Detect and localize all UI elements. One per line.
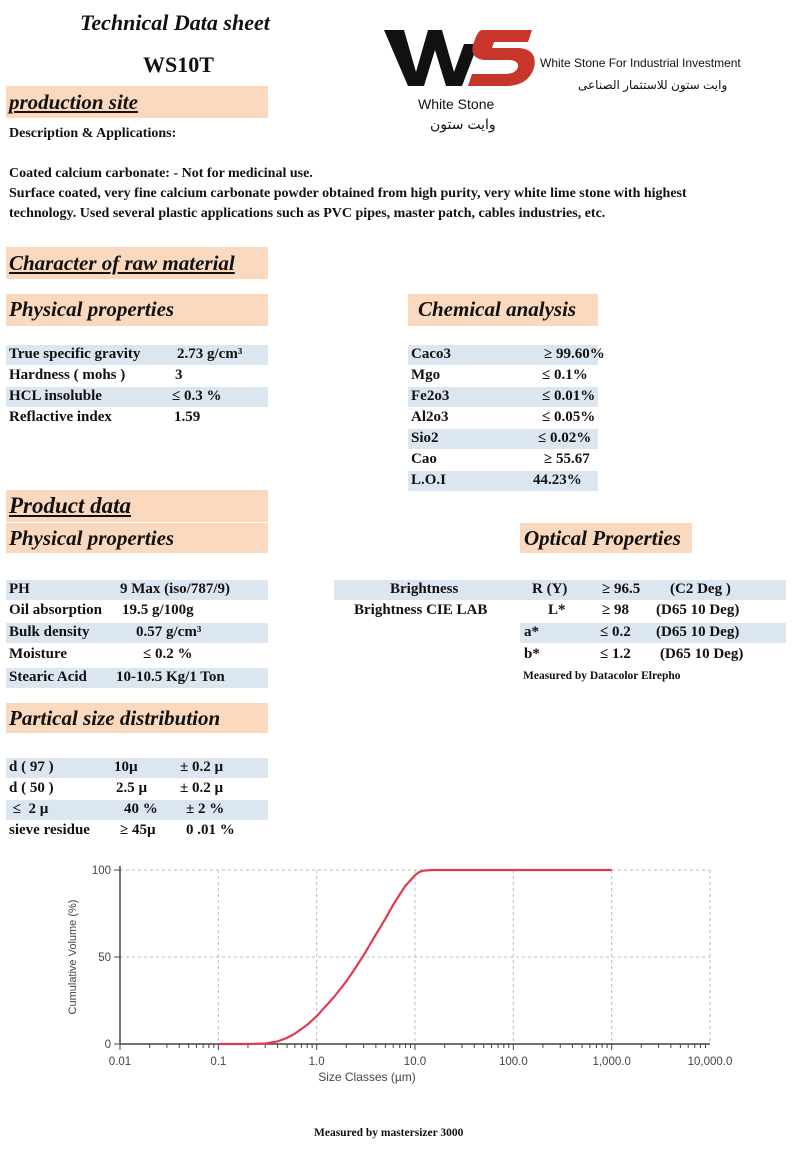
optical-row: [334, 601, 786, 621]
psd-label: d ( 97 ): [9, 759, 54, 775]
optical-condition: (D65 10 Deg): [660, 646, 744, 662]
optical-row: [334, 580, 786, 600]
product-physical-row: [6, 668, 268, 688]
y-tick-label: 0: [104, 1039, 111, 1051]
psd-row: [6, 821, 268, 841]
psd-heading: Partical size distribution: [9, 706, 221, 730]
property-value: ≤ 0.2 %: [143, 646, 193, 662]
chemical-label: Al2o3: [411, 409, 449, 425]
production-site-heading: production site: [9, 90, 138, 114]
chemical-value: ≤ 0.05%: [542, 409, 596, 425]
chemical-value: 44.23%: [533, 472, 582, 488]
optical-value: ≥ 98: [602, 602, 629, 618]
company-logo: [382, 24, 542, 94]
chemical-label: Fe2o3: [411, 388, 450, 404]
chemical-row: [408, 429, 598, 449]
chemical-label: Caco3: [411, 346, 451, 362]
psd-row: [6, 779, 268, 799]
chemical-label: Mgo: [411, 367, 441, 383]
chemical-value: ≤ 0.01%: [542, 388, 596, 404]
psd-value: ≥ 45µ: [120, 822, 156, 838]
cumulative-volume-chart: [0, 850, 800, 1100]
chemical-value: ≥ 99.60%: [544, 346, 605, 362]
description-line-2: Surface coated, very fine calcium carbonate powder obtained from high purity, very white lime stone with highest: [9, 186, 687, 201]
property-label: Oil absorption: [9, 602, 102, 618]
logo-label-ar: وايت ستون: [430, 116, 496, 132]
property-value: 10-10.5 Kg/1 Ton: [116, 669, 225, 685]
optical-note: Measured by Datacolor Elrepho: [523, 670, 681, 682]
property-value: ≤ 0.3 %: [172, 388, 222, 404]
psd-row: [6, 758, 268, 778]
raw-physical-row: [6, 408, 268, 428]
chemical-row: [408, 345, 605, 365]
property-label: PH: [9, 581, 30, 597]
optical-value: ≤ 0.2: [600, 624, 631, 640]
optical-condition: (C2 Deg ): [670, 581, 731, 597]
psd-row: [6, 800, 268, 820]
chemical-row: [408, 366, 598, 386]
product-physical-heading: Physical properties: [9, 526, 175, 550]
optical-label: Brightness: [390, 581, 459, 597]
raw-physical-row: [6, 366, 268, 386]
optical-value: ≥ 96.5: [602, 581, 641, 597]
chemical-value: ≤ 0.02%: [538, 430, 592, 446]
chemical-heading: Chemical analysis: [418, 297, 577, 321]
optical-condition: (D65 10 Deg): [656, 602, 740, 618]
optical-param: R (Y): [532, 581, 568, 597]
property-label: Moisture: [9, 646, 68, 662]
optical-label: Brightness CIE LAB: [354, 602, 488, 618]
property-label: Bulk density: [9, 624, 90, 640]
x-tick-label: 1,000.0: [592, 1056, 631, 1068]
optical-heading: Optical Properties: [524, 526, 681, 550]
psd-tolerance: ± 0.2 µ: [180, 759, 224, 775]
product-physical-row: [6, 580, 268, 600]
property-value: 2.73 g/cm³: [177, 346, 243, 362]
product-physical-row: [6, 645, 268, 665]
chemical-row: [408, 387, 598, 407]
psd-tolerance: ± 0.2 µ: [180, 780, 224, 796]
x-tick-label: 0.01: [108, 1056, 132, 1068]
property-value: 3: [175, 367, 183, 383]
chemical-label: L.O.I: [411, 472, 447, 488]
optical-row: [520, 623, 786, 643]
chemical-label: Cao: [411, 451, 437, 467]
property-value: 0.57 g/cm³: [136, 624, 202, 640]
psd-label: sieve residue: [9, 822, 90, 838]
psd-label: ≤ 2 µ: [9, 801, 49, 817]
psd-value: 40 %: [124, 801, 158, 817]
psd-label: d ( 50 ): [9, 780, 54, 796]
chemical-label: Sio2: [411, 430, 439, 446]
company-name-en: White Stone For Industrial Investment: [540, 56, 741, 70]
product-data-heading: Product data: [9, 493, 132, 518]
optical-row: [520, 645, 786, 665]
property-label: Reflactive index: [9, 409, 112, 425]
chemical-row: [408, 408, 598, 428]
x-tick-label: 10.0: [403, 1056, 427, 1068]
property-value: 1.59: [174, 409, 201, 425]
chemical-value: ≤ 0.1%: [542, 367, 588, 383]
logo-label-en: White Stone: [418, 96, 495, 112]
product-code: WS10T: [143, 52, 214, 77]
chart-note: Measured by mastersizer 3000: [314, 1127, 464, 1139]
s-shape: [468, 30, 535, 86]
property-label: HCL insoluble: [9, 388, 102, 404]
chemical-value: ≥ 55.67: [544, 451, 590, 467]
x-tick-label: 100.0: [498, 1056, 528, 1068]
y-tick-label: 50: [98, 952, 111, 964]
y-tick-label: 100: [91, 865, 111, 877]
psd-value: 2.5 µ: [116, 780, 148, 796]
psd-value: 10µ: [114, 759, 138, 775]
product-physical-row: [6, 623, 268, 643]
description-line-3: technology. Used several plastic applications such as PVC pipes, master patch, cables industries, etc.: [9, 206, 606, 221]
raw-material-heading: Character of raw material: [9, 251, 235, 275]
optical-value: ≤ 1.2: [600, 646, 631, 662]
psd-tolerance: ± 2 %: [186, 801, 225, 817]
psd-tolerance: 0 .01 %: [186, 822, 235, 838]
x-axis-label: Size Classes (µm): [318, 1070, 416, 1084]
company-name-ar: وايت ستون للاستثمار الصناعى: [578, 78, 728, 92]
property-label: True specific gravity: [9, 346, 141, 362]
raw-physical-row: [6, 345, 268, 365]
chemical-row: [408, 471, 598, 491]
x-tick-label: 0.1: [210, 1056, 227, 1068]
property-label: Hardness ( mohs ): [9, 367, 126, 383]
chemical-row: [408, 450, 598, 470]
x-tick-label: 1.0: [308, 1056, 325, 1068]
property-value: 19.5 g/100g: [122, 602, 194, 618]
document-title: Technical Data sheet: [80, 10, 270, 35]
optical-param: L*: [548, 602, 566, 618]
product-physical-row: [6, 601, 268, 621]
optical-param: a*: [524, 624, 539, 640]
y-axis-label: Cumulative Volume (%): [67, 899, 79, 1015]
raw-physical-row: [6, 387, 268, 407]
property-value: 9 Max (iso/787/9): [120, 581, 230, 597]
optical-condition: (D65 10 Deg): [656, 624, 740, 640]
description-heading: Description & Applications:: [9, 126, 177, 141]
description-line-1: Coated calcium carbonate: - Not for medicinal use.: [9, 166, 313, 181]
x-tick-label: 10,000.0: [687, 1056, 733, 1068]
property-label: Stearic Acid: [9, 669, 87, 685]
optical-param: b*: [524, 646, 540, 662]
ws-logo-icon: [382, 24, 542, 94]
raw-physical-heading: Physical properties: [9, 297, 175, 321]
